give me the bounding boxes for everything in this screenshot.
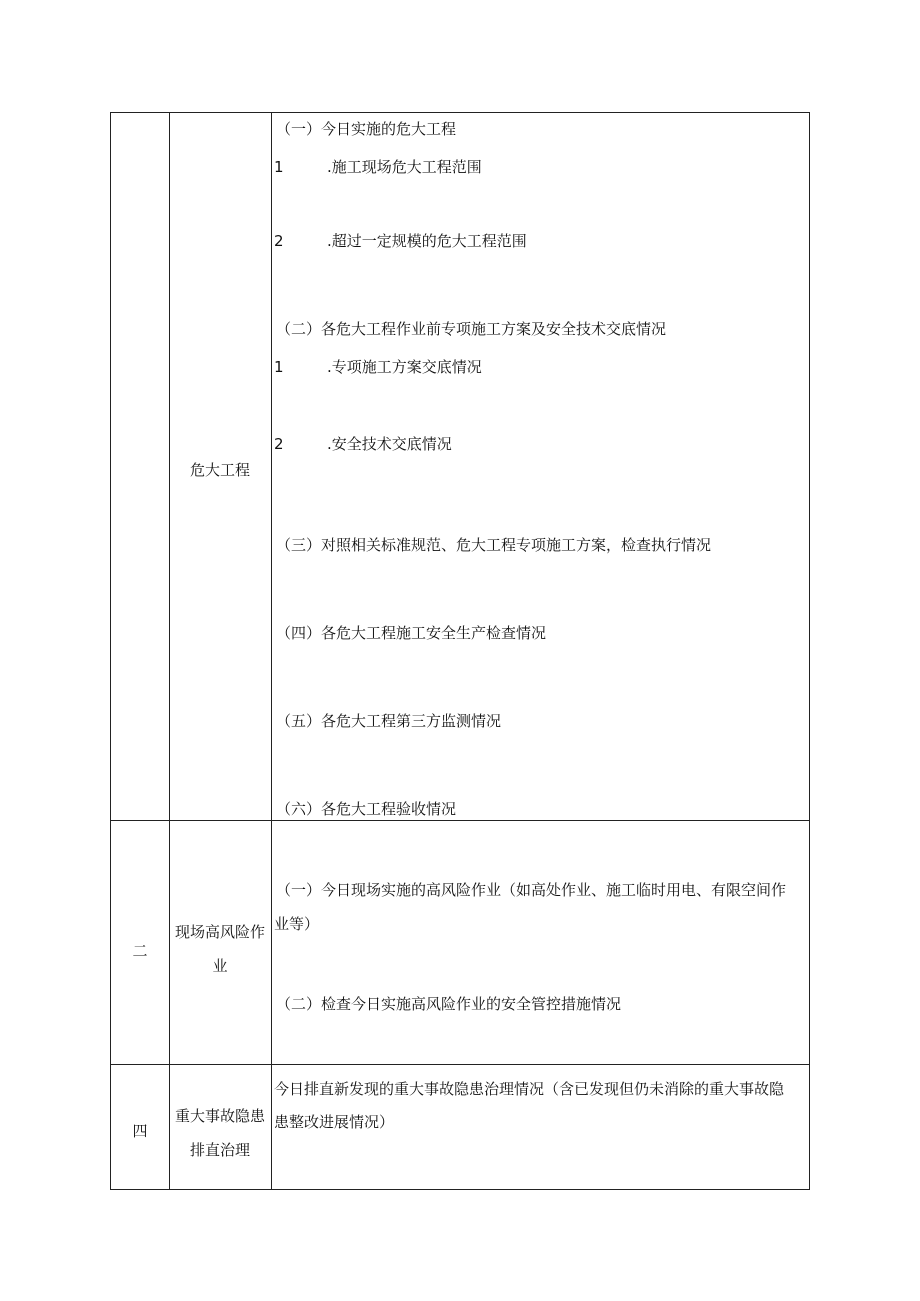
row-1-item-6-heading: （六）各危大工程验收情况 — [276, 800, 457, 818]
column-divider-1 — [169, 113, 170, 1189]
inspection-table — [110, 112, 810, 1190]
row-1-item-2-sub-1-number: 1 — [274, 358, 284, 376]
row-2-item-2-heading: （二）检查今日实施高风险作业的安全管控措施情况 — [276, 995, 622, 1013]
row-1-item-1-sub-1-number: 1 — [274, 158, 284, 176]
row-1-item-1-heading: （一）今日实施的危大工程 — [276, 120, 457, 138]
row-1-item-5-heading: （五）各危大工程第三方监测情况 — [276, 712, 502, 730]
row-1-item-1-sub-1-text: .施工现场危大工程范围 — [327, 158, 482, 176]
row-2-item-1-line-1: （一）今日现场实施的高风险作业（如高处作业、施工临时用电、有限空间作 — [276, 881, 787, 899]
row-1-item-4-heading: （四）各危大工程施工安全生产检查情况 — [276, 624, 547, 642]
row-2-title-line-2: 业 — [212, 957, 228, 975]
row-2-number: 二 — [132, 942, 148, 960]
row-3-title-line-2: 排直治理 — [189, 1141, 250, 1159]
row-1-item-2-sub-2-number: 2 — [274, 435, 284, 453]
row-divider-2 — [111, 1064, 809, 1065]
row-divider-1 — [111, 820, 809, 821]
row-1-item-2-heading: （二）各危大工程作业前专项施工方案及安全技术交底情况 — [276, 320, 667, 338]
row-1-title: 危大工程 — [189, 461, 250, 479]
row-1-item-2-sub-1-text: .专项施工方案交底情况 — [327, 358, 482, 376]
row-3-number: 四 — [132, 1122, 148, 1140]
row-3-item-1-line-1: 今日排直新发现的重大事故隐患治理情况（含已发现但仍未消除的重大事故隐 — [274, 1080, 785, 1098]
row-3-title-line-1: 重大事故隐患 — [174, 1107, 265, 1125]
row-2-title-line-1: 现场高风险作 — [174, 923, 265, 941]
column-divider-2 — [271, 113, 272, 1189]
row-1-item-2-sub-2-text: .安全技术交底情况 — [327, 435, 452, 453]
row-1-item-1-sub-2-number: 2 — [274, 232, 284, 250]
row-1-item-1-sub-2-text: .超过一定规模的危大工程范围 — [327, 232, 527, 250]
row-1-item-3-heading: （三）对照相关标准规范、危大工程专项施工方案，检查执行情况 — [276, 536, 712, 554]
row-3-item-1-line-2: 患整改进展情况） — [274, 1113, 395, 1131]
row-2-item-1-line-2: 业等） — [274, 915, 320, 933]
